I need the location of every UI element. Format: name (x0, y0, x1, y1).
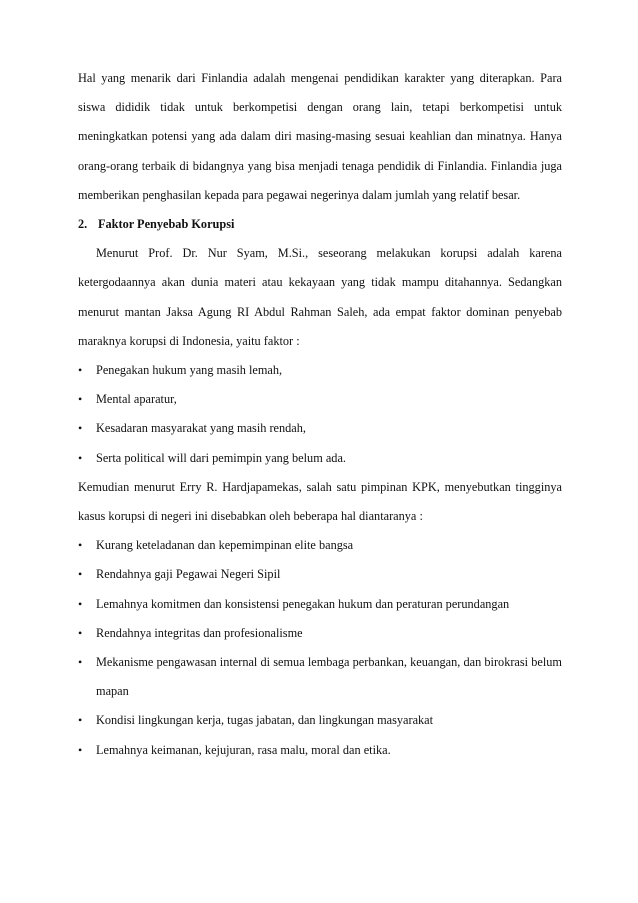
list-item (78, 444, 562, 473)
saleh-factor-list (78, 356, 562, 473)
list-item (78, 736, 562, 765)
list-item (78, 648, 562, 706)
section-title: Faktor Penyebab Korupsi (98, 217, 235, 232)
bullet-icon (78, 444, 96, 473)
list-item-text: Mekanisme pengawasan internal di semua lembaga perbankan, keuangan, dan birokrasi belum mapan (96, 655, 562, 699)
erry-factor-list (78, 531, 562, 765)
intro-paragraph: Hal yang menarik dari Finlandia adalah mengenai pendidikan karakter yang diterapkan. Para siswa dididik tidak untuk berkompetisi dengan orang lain, tetapi berkompetisi untuk meningkatkan potensi yang ada dalam diri masing-masing sesuai keahlian dan minatnya. Hanya orang-orang terbaik di bidangnya yang bisa menjadi tenaga pendidik di Finlandia. Finlandia juga memberikan penghasilan kepada para pegawai negerinya dalam jumlah yang relatif besar. (78, 71, 562, 202)
bullet-icon (78, 590, 96, 619)
bullet-icon (78, 619, 96, 648)
list-item-text: Rendahnya gaji Pegawai Negeri Sipil (96, 567, 281, 582)
list-item (78, 414, 562, 443)
bullet-icon (78, 706, 96, 735)
list-item (78, 706, 562, 735)
list-item-text: Serta political will dari pemimpin yang belum ada. (96, 450, 346, 465)
erry-paragraph: Kemudian menurut Erry R. Hardjapamekas, salah satu pimpinan KPK, menyebutkan tingginya kasus korupsi di negeri ini disebabkan oleh beberapa hal diantaranya : (78, 479, 562, 524)
bullet-icon (78, 385, 96, 414)
list-item-text: Penegakan hukum yang masih lemah, (96, 363, 283, 378)
list-item (78, 619, 562, 648)
bullet-icon (78, 414, 96, 443)
list-item (78, 560, 562, 589)
bullet-icon (78, 356, 96, 385)
syam-paragraph: Menurut Prof. Dr. Nur Syam, M.Si., seseorang melakukan korupsi adalah karena ketergodaannya akan dunia materi atau kekayaan yang tidak mampu ditahannya. Sedangkan menurut mantan Jaksa Agung RI Abdul Rahman Saleh, ada empat faktor dominan penyebab maraknya korupsi di Indonesia, yaitu faktor : (78, 246, 562, 348)
list-item (78, 531, 562, 560)
list-item (78, 590, 562, 619)
bullet-icon (78, 736, 96, 765)
document-page (78, 64, 562, 765)
list-item (78, 356, 562, 385)
list-item-text: Kesadaran masyarakat yang masih rendah, (96, 421, 306, 436)
list-item-text: Kondisi lingkungan kerja, tugas jabatan, dan lingkungan masyarakat (96, 713, 434, 728)
list-item-text: Kurang keteladanan dan kepemimpinan elite bangsa (96, 538, 354, 553)
section-heading (78, 210, 562, 239)
bullet-icon (78, 531, 96, 560)
section-number: 2. (78, 217, 88, 232)
bullet-icon (78, 560, 96, 589)
list-item-text: Lemahnya komitmen dan konsistensi penegakan hukum dan peraturan perundangan (96, 596, 510, 611)
list-item-text: Lemahnya keimanan, kejujuran, rasa malu, moral dan etika. (96, 742, 391, 757)
list-item (78, 385, 562, 414)
list-item-text: Mental aparatur, (96, 392, 177, 407)
bullet-icon (78, 648, 96, 677)
list-item-text: Rendahnya integritas dan profesionalisme (96, 625, 303, 640)
